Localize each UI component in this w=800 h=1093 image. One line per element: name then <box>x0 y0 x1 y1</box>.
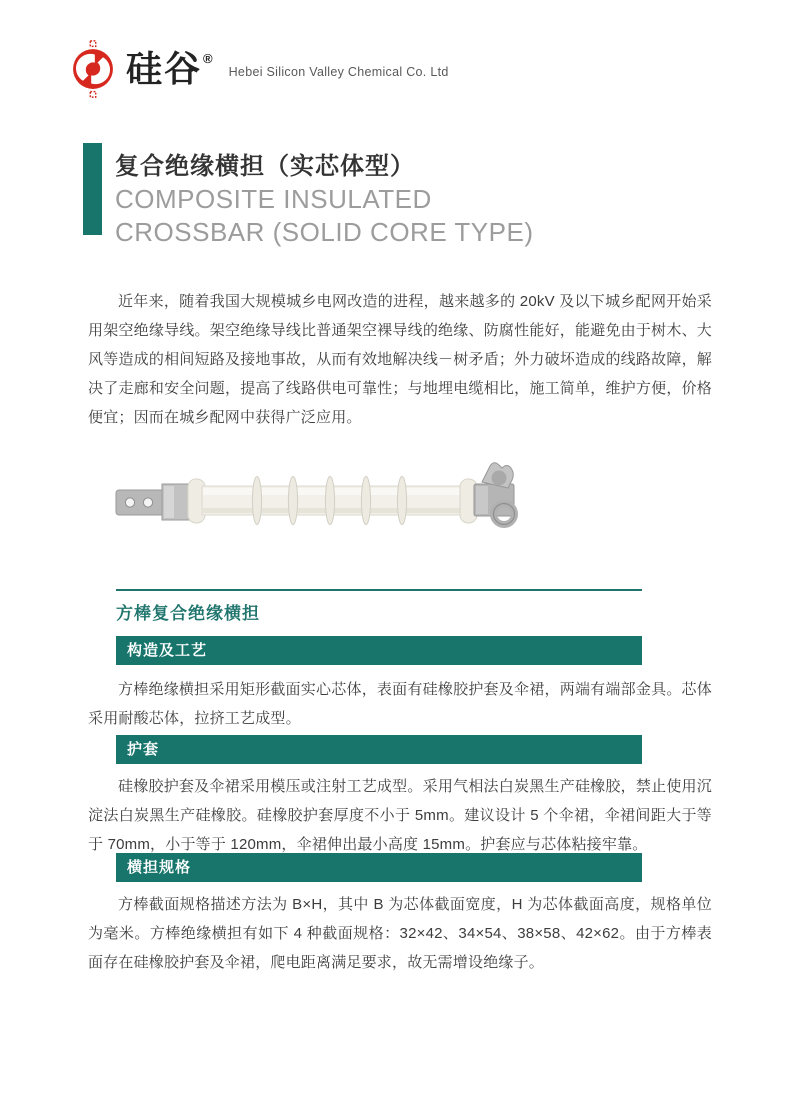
section-divider-rule <box>116 589 642 591</box>
subsection-header-construction: 构造及工艺 <box>116 636 642 665</box>
page-title-english-line1: COMPOSITE INSULATED <box>115 184 432 214</box>
company-name-english: Hebei Silicon Valley Chemical Co. Ltd <box>228 65 449 79</box>
page-title: 复合绝缘横担（实芯体型） <box>115 153 415 180</box>
subsection-header-specifications: 横担规格 <box>116 853 642 882</box>
intro-paragraph: 近年来，随着我国大规模城乡电网改造的进程，越来越多的 20kV 及以下城乡配网开始采用架空绝缘导线。架空绝缘导线比普通架空裸导线的绝缘、防腐性能好，能避免由于树木、大风等造成的相间短路及接地事故，从而有效地解决线－树矛盾；外力破坏造成的线路故障，解决了走廊和安全问题，提高了线路供电可靠性；与地埋电缆相比，施工简单，维护方便，价格便宜；因而在城乡配网中获得广泛应用。 <box>88 293 712 426</box>
construction-paragraph: 方棒绝缘横担采用矩形截面实心芯体，表面有硅橡胶护套及伞裙，两端有端部金具。芯体采用耐酸芯体，拉挤工艺成型。 <box>88 681 712 727</box>
page-title-english <box>115 183 534 249</box>
silicon-valley-logo-icon <box>64 40 122 98</box>
crossbar-product-image <box>108 448 528 548</box>
registered-trademark-mark: ® <box>203 51 215 66</box>
subsection-header-sheath: 护套 <box>116 735 642 764</box>
specifications-paragraph: 方棒截面规格描述方法为 B×H，其中 B 为芯体截面宽度，H 为芯体截面高度，规格单位为毫米。方棒绝缘横担有如下 4 种截面规格：32×42、34×54、38×58、42×62。由于方棒表面存在硅橡胶护套及伞裙，爬电距离满足要求，故无需增设绝缘子。 <box>88 896 712 971</box>
title-accent-bar <box>83 143 102 235</box>
logo-chinese-name: 硅谷® <box>126 48 215 89</box>
page-title-english-line2: CROSSBAR (SOLID CORE TYPE) <box>115 217 534 247</box>
company-logo <box>64 40 449 98</box>
section-heading: 方棒复合绝缘横担 <box>116 604 260 623</box>
sheath-paragraph: 硅橡胶护套及伞裙采用模压或注射工艺成型。采用气相法白炭黑生产硅橡胶，禁止使用沉淀法白炭黑生产硅橡胶。硅橡胶护套厚度不小于 5mm。建议设计 5 个伞裙，伞裙间距大于等于 70mm，小于等于 120mm，伞裙伸出最小高度 15mm。护套应与芯体粘接牢靠。 <box>88 778 712 853</box>
